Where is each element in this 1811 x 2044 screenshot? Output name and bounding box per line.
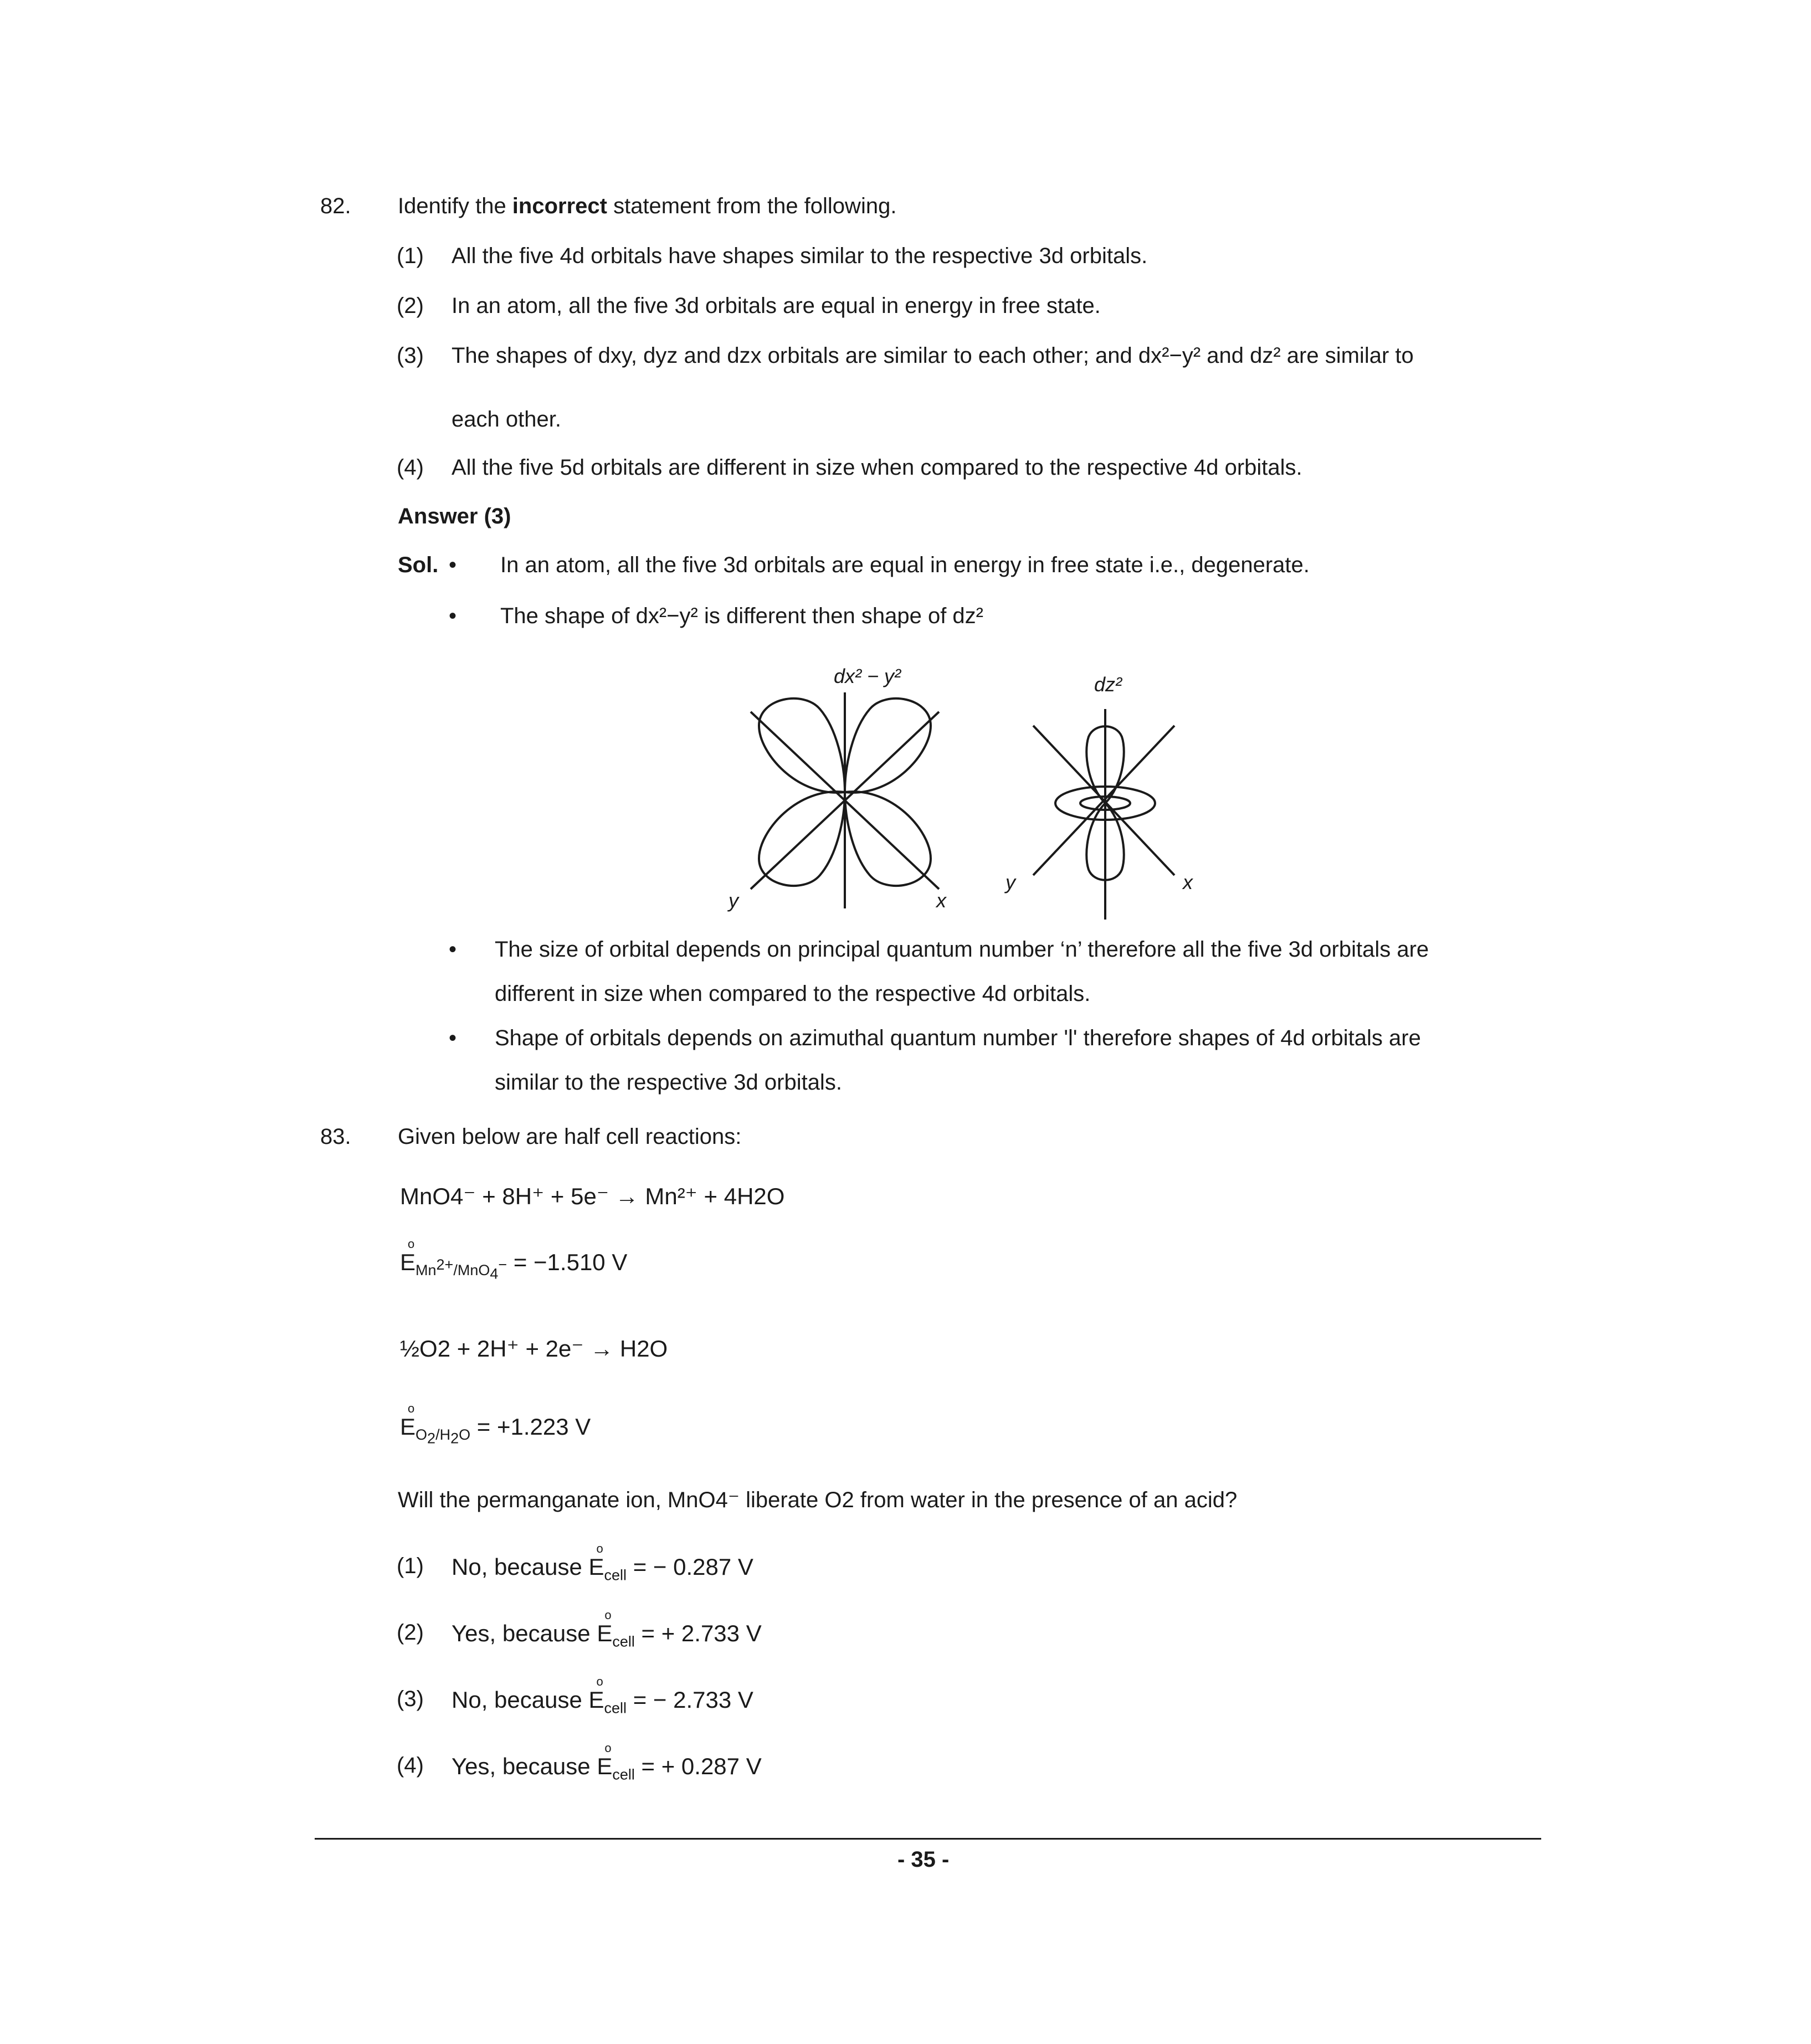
q82-option-4-text: All the five 5d orbitals are different in size when compared to the respective 4d orbitals. [452, 455, 1302, 480]
q82-sol-point-1: In an atom, all the five 3d orbitals are equal in energy in free state i.e., degenerate. [500, 553, 1310, 577]
dz2-orbital [1033, 709, 1174, 920]
q83-option-3-pre: No, because [452, 1687, 589, 1713]
diagram-left-y-label: y [728, 889, 738, 912]
q83-option-2: Yes, because E o $_{cell}$ = + 2.733 V [452, 1608, 762, 1650]
diagram-right-x-label: x [1183, 871, 1193, 893]
q82-option-1-text: All the five 4d orbitals have shapes similar to the respective 3d orbitals. [452, 244, 1148, 268]
q82-sol-point-2: The shape of dx²−y² is different then shape of dz² [500, 604, 983, 628]
q83-stem: Given below are half cell reactions: [398, 1124, 742, 1149]
q83-option-4-label: (4) [397, 1753, 424, 1778]
q83-equation-2: ½O2 + 2H⁺ + 2e⁻ → H2O [400, 1336, 668, 1362]
q83-option-1-label: (1) [397, 1554, 424, 1578]
q82-number: 82. [320, 194, 351, 218]
q82-answer: Answer (3) [398, 504, 511, 528]
bullet-1: • [449, 553, 457, 577]
q82-stem-bold: incorrect [512, 194, 607, 218]
diagram-right-y-label: y [1005, 871, 1015, 893]
q83-option-1: No, because E o $_{cell}$ = − 0.287 V [452, 1542, 753, 1584]
q82-option-1-label: (1) [397, 244, 424, 268]
q82-stem-pre: Identify the [398, 194, 512, 218]
q83-option-4-value: = + 0.287 V [641, 1753, 762, 1779]
q83-e2-line: E o $_{O_2/H_2O}$ = +1.223 V [400, 1401, 591, 1447]
q82-option-3-line1: The shapes of dxy, dyz and dzx orbitals are similar to each other; and dx²−y² and dz² are similar to [452, 343, 1414, 368]
q83-option-1-pre: No, because [452, 1554, 589, 1580]
q83-option-2-pre: Yes, because [452, 1620, 597, 1646]
q83-option-3-label: (3) [397, 1687, 424, 1711]
dx2y2-lobe-bottom-right [845, 792, 931, 886]
q83-e1-line: E o $_{Mn^{2+}/MnO_4^-}$ = −1.510 V [400, 1237, 628, 1282]
dx2y2-lobe-bottom-left [759, 792, 845, 886]
q83-option-4: Yes, because E o $_{cell}$ = + 0.287 V [452, 1741, 762, 1783]
q83-option-2-value: = + 2.733 V [641, 1620, 762, 1646]
bullet-3: • [449, 937, 457, 962]
q83-option-2-label: (2) [397, 1620, 424, 1645]
footer-rule [315, 1838, 1541, 1840]
q83-option-3: No, because E o $_{cell}$ = − 2.733 V [452, 1675, 753, 1717]
e2-symbol: E o [400, 1401, 416, 1440]
q82-sol-label: Sol. [398, 553, 439, 577]
page-number: - 35 - [897, 1847, 950, 1872]
q82-stem-post: statement from the following. [607, 194, 897, 218]
q82-more-point-2-line1: Shape of orbitals depends on azimuthal quantum number 'l' therefore shapes of 4d orbitals are [495, 1026, 1421, 1050]
bullet-4: • [449, 1026, 457, 1050]
q83-option-3-value: = − 2.733 V [633, 1687, 753, 1713]
q83-e2-value: = +1.223 V [476, 1414, 591, 1440]
e1-symbol: E o [400, 1237, 416, 1275]
q83-e1-value: = −1.510 V [513, 1249, 628, 1275]
diagram-left-x-label: x [936, 889, 946, 912]
q83-equation-1: MnO4⁻ + 8H⁺ + 5e⁻ → Mn²⁺ + 4H2O [400, 1183, 785, 1209]
q82-option-3-label: (3) [397, 343, 424, 368]
dx2y2-lobe-top-left [759, 699, 845, 793]
diagram-label-left: dx² − y² [834, 665, 901, 687]
bullet-2: • [449, 604, 457, 628]
q83-option-1-value: = − 0.287 V [633, 1554, 753, 1580]
q82-stem [398, 194, 896, 219]
q82-option-2-label: (2) [397, 294, 424, 318]
q83-number: 83. [320, 1124, 351, 1149]
q83-question: Will the permanganate ion, MnO4⁻ liberate O2 from water in the presence of an acid? [398, 1488, 1238, 1512]
q82-option-4-label: (4) [397, 455, 424, 480]
q82-option-3-line2: each other. [452, 407, 561, 432]
q82-more-point-1-line2: different in size when compared to the respective 4d orbitals. [495, 982, 1091, 1006]
q82-option-2-text: In an atom, all the five 3d orbitals are equal in energy in free state. [452, 294, 1101, 318]
diagram-label-right: dz² [1094, 673, 1122, 696]
q82-more-point-2-line2: similar to the respective 3d orbitals. [495, 1070, 842, 1095]
orbital-diagram [720, 659, 1219, 925]
q83-option-4-pre: Yes, because [452, 1753, 597, 1779]
dx2-y2-orbital [751, 692, 939, 908]
q82-more-point-1-line1: The size of orbital depends on principal quantum number ‘n’ therefore all the five 3d orbitals are [495, 937, 1429, 962]
dx2y2-lobe-top-right [845, 699, 931, 793]
